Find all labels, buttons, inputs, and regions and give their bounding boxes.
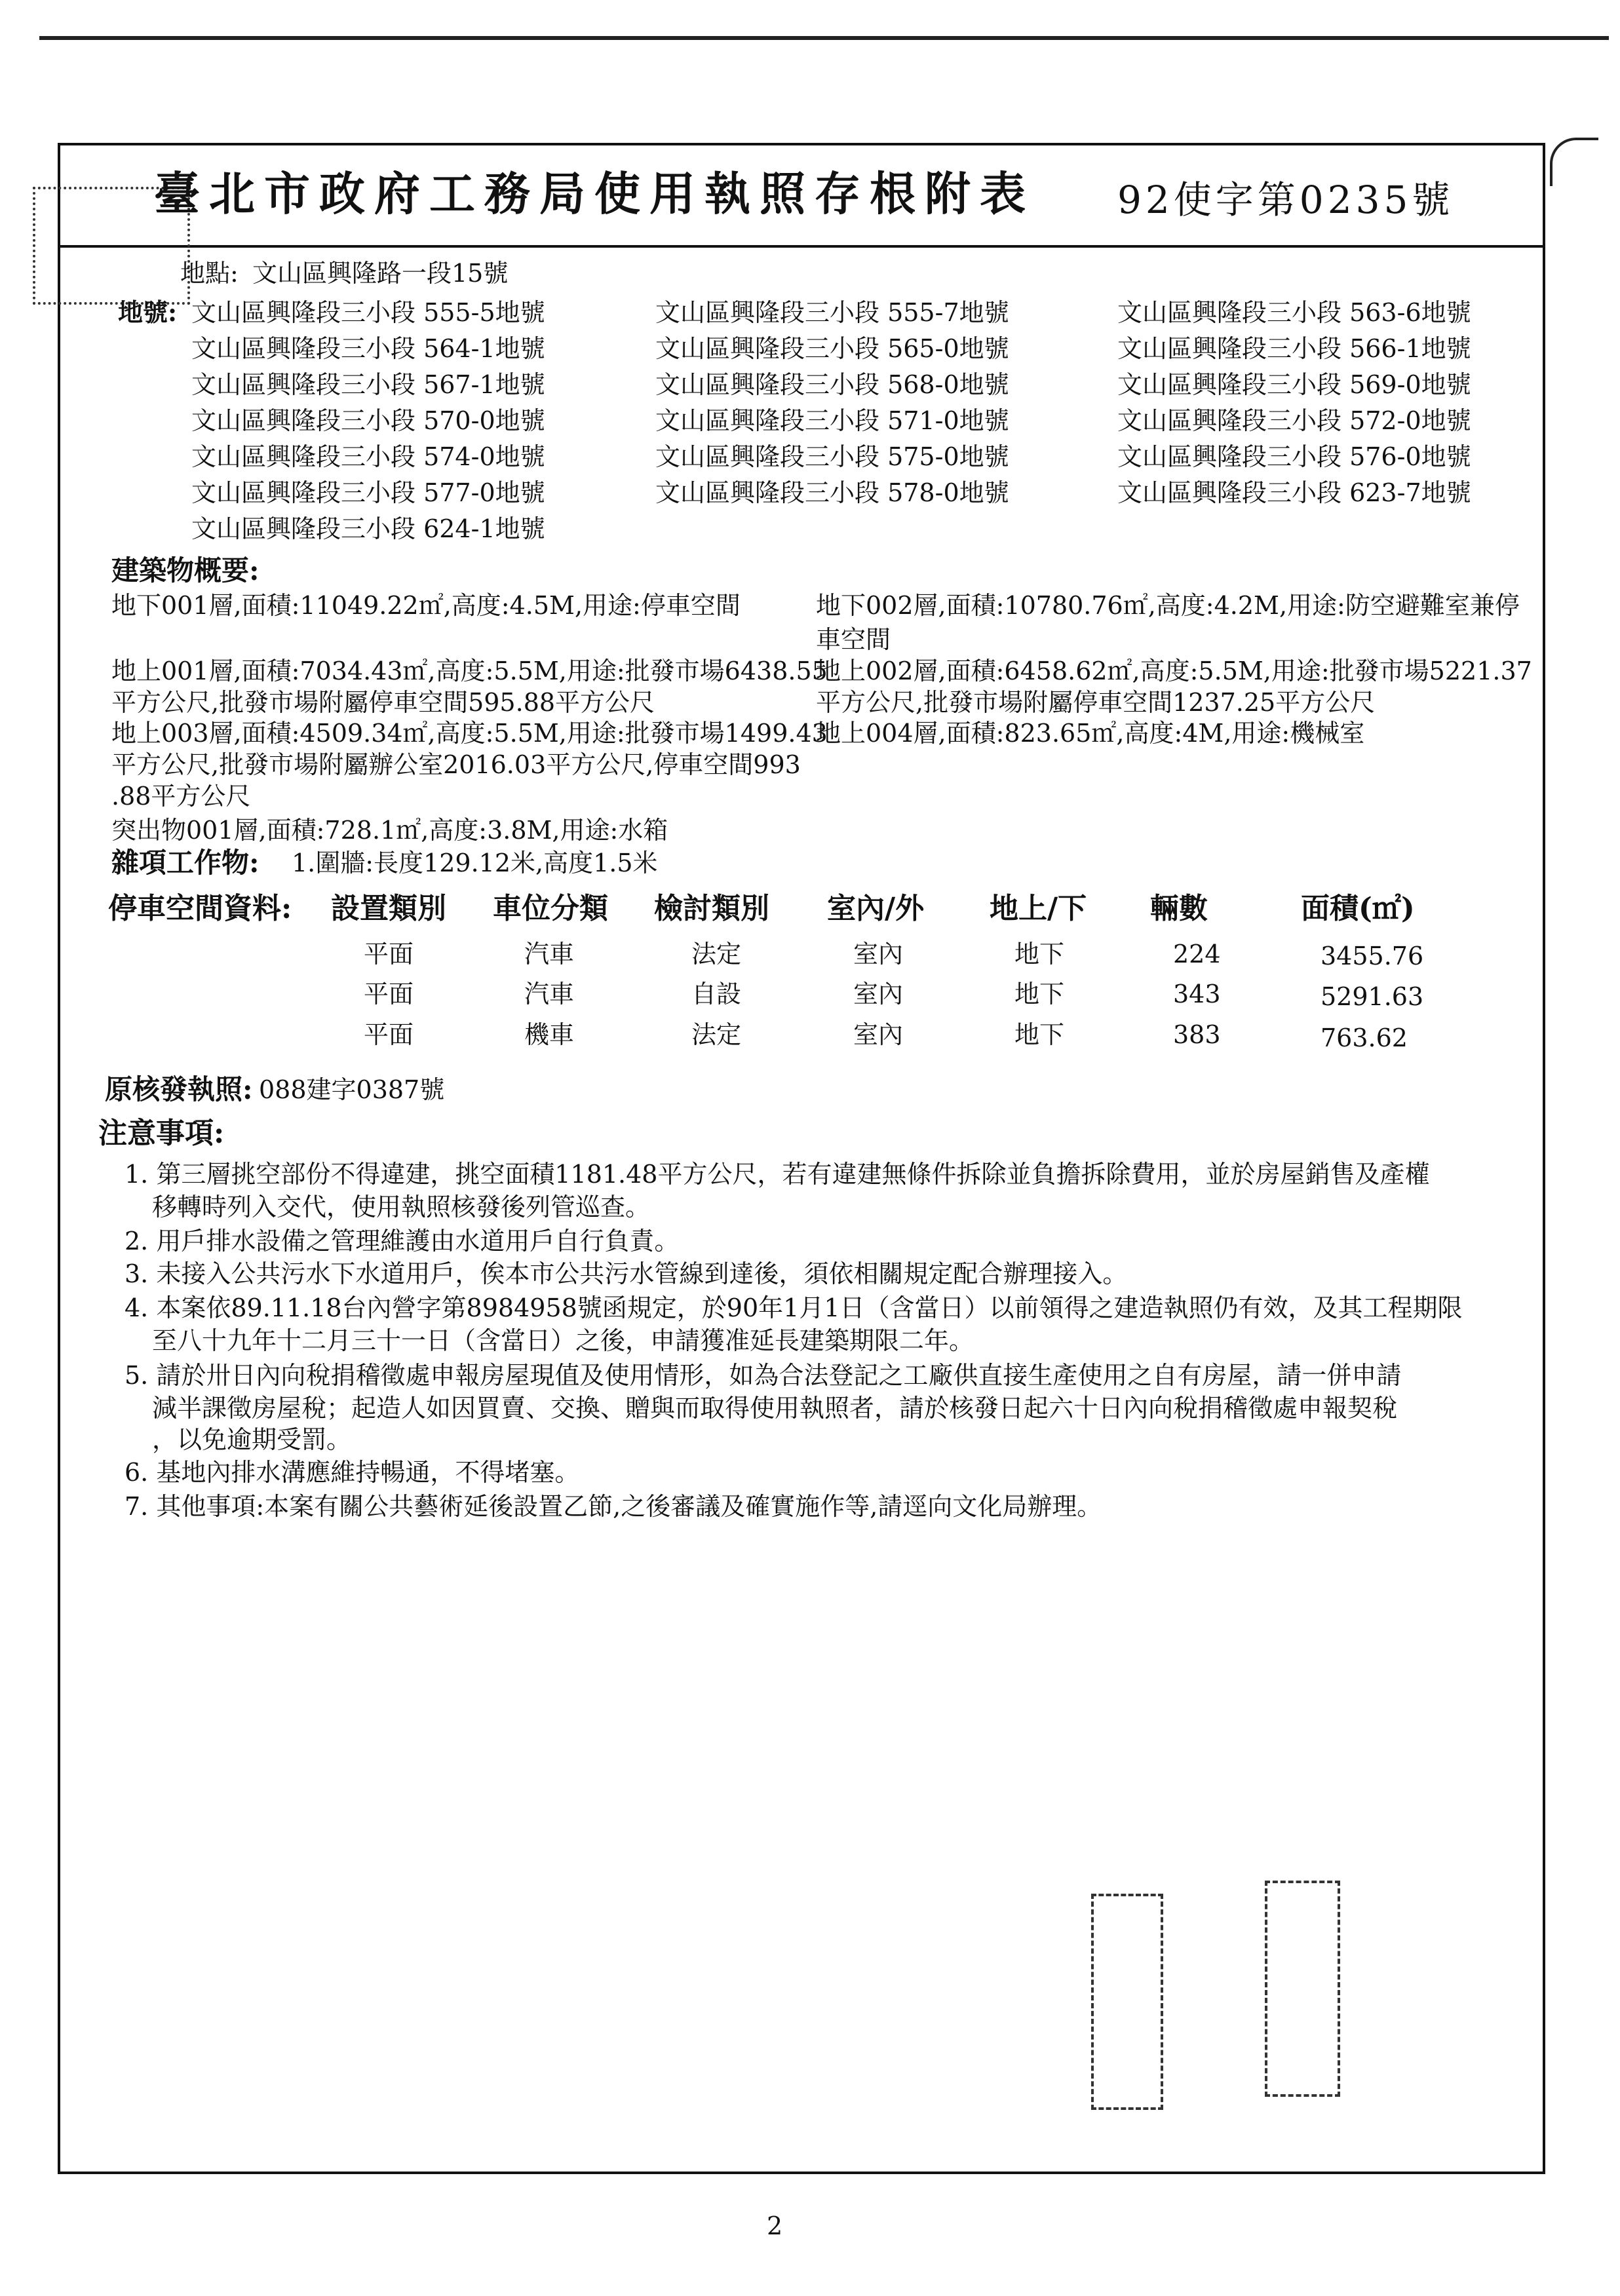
location-label: 地點: (180, 259, 239, 288)
seal-stamp-bottom-1 (1091, 1894, 1163, 2110)
parking-cell: 汽車 (524, 940, 575, 968)
page-number: 2 (767, 2211, 783, 2240)
building-label: 建築物概要: (111, 554, 260, 586)
building-f3-line2: 平方公尺,批發市場附屬辦公室2016.03平方公尺,停車空間993 (111, 750, 801, 779)
lot-item: 文山區興隆段三小段 575-0地號 (655, 442, 1009, 471)
lot-item: 文山區興隆段三小段 555-5地號 (191, 298, 545, 327)
lot-item: 文山區興隆段三小段 577-0地號 (191, 478, 545, 507)
parking-cell: 地下 (1014, 980, 1065, 1008)
lot-item: 文山區興隆段三小段 571-0地號 (655, 406, 1009, 435)
parking-cell: 地下 (1014, 940, 1065, 968)
parking-cell: 法定 (691, 1020, 742, 1049)
building-f3-line1: 地上003層,面積:4509.34㎡,高度:5.5M,用途:批發市場1499.43 (111, 719, 828, 748)
note-line: ，以免逾期受罰。 (152, 1425, 352, 1454)
parking-cell: 平面 (364, 1020, 414, 1049)
parking-cell: 自設 (691, 980, 742, 1008)
building-f4: 地上004層,面積:823.65㎡,高度:4M,用途:機械室 (816, 719, 1365, 748)
notes-label: 注意事項: (98, 1117, 225, 1150)
lot-item: 文山區興隆段三小段 623-7地號 (1117, 478, 1471, 507)
lot-item: 文山區興隆段三小段 566-1地號 (1117, 334, 1471, 363)
lot-item: 文山區興隆段三小段 555-7地號 (655, 298, 1009, 327)
lot-item: 文山區興隆段三小段 568-0地號 (655, 370, 1009, 399)
top-rule (39, 36, 1609, 40)
building-roof: 突出物001層,面積:728.1㎡,高度:3.8M,用途:水箱 (111, 816, 668, 845)
note-line: 3. 未接入公共污水下水道用戶，俟本市公共污水管線到達後，須依相關規定配合辦理接入。 (125, 1259, 1128, 1288)
building-f3-line3: .88平方公尺 (111, 782, 251, 811)
building-f2-line2: 平方公尺,批發市場附屬停車空間1237.25平方公尺 (816, 688, 1376, 717)
misc-value: 1.圍牆:長度129.12米,高度1.5米 (292, 849, 658, 877)
seal-stamp-bottom-2 (1265, 1881, 1340, 2097)
parking-label: 停車空間資料: (108, 892, 292, 925)
lot-item: 文山區興隆段三小段 572-0地號 (1117, 406, 1471, 435)
note-line: 5. 請於卅日內向稅捐稽徵處申報房屋現值及使用情形，如為合法登記之工廠供直接生產使用之自有房屋，請一併申請 (125, 1361, 1402, 1390)
lot-item: 文山區興隆段三小段 570-0地號 (191, 406, 545, 435)
parking-cell: 平面 (364, 940, 414, 968)
parking-cell: 室內 (853, 980, 904, 1008)
building-b1: 地下001層,面積:11049.22㎡,高度:4.5M,用途:停車空間 (111, 591, 741, 620)
building-f1-line2: 平方公尺,批發市場附屬停車空間595.88平方公尺 (111, 688, 655, 717)
lot-item: 文山區興隆段三小段 564-1地號 (191, 334, 545, 363)
parking-cell: 383 (1173, 1020, 1221, 1049)
parking-cell: 3455.76 (1321, 942, 1424, 970)
building-b2-line1: 地下002層,面積:10780.76㎡,高度:4.2M,用途:防空避難室兼停 (816, 591, 1520, 620)
parking-cell: 法定 (691, 940, 742, 968)
parking-cell: 室內 (853, 1020, 904, 1049)
lot-item: 文山區興隆段三小段 574-0地號 (191, 442, 545, 471)
parking-header: 檢討類別 (654, 892, 769, 925)
lot-item: 文山區興隆段三小段 567-1地號 (191, 370, 545, 399)
permit-number: 92使字第0235號 (1117, 178, 1454, 222)
parking-cell: 機車 (524, 1020, 575, 1049)
note-line: 至八十九年十二月三十一日（含當日）之後，申請獲准延長建築期限二年。 (152, 1326, 974, 1355)
lot-item: 文山區興隆段三小段 624-1地號 (191, 514, 545, 543)
lot-item: 文山區興隆段三小段 578-0地號 (655, 478, 1009, 507)
lot-item: 文山區興隆段三小段 569-0地號 (1117, 370, 1471, 399)
building-b2-line2: 車空間 (816, 625, 891, 654)
location-value: 文山區興隆路一段15號 (252, 259, 509, 288)
original-license-label: 原核發執照: (105, 1073, 253, 1105)
lot-item: 文山區興隆段三小段 565-0地號 (655, 334, 1009, 363)
note-line: 7. 其他事項:本案有關公共藝術延後設置乙節,之後審議及確實施作等,請逕向文化局辦理。 (125, 1492, 1102, 1521)
note-line: 4. 本案依89.11.18台內營字第8984958號函規定，於90年1月1日（含當日）以前領得之建造執照仍有效，及其工程期限 (125, 1293, 1463, 1322)
parking-cell: 汽車 (524, 980, 575, 1008)
parking-cell: 地下 (1014, 1020, 1065, 1049)
lot-item: 文山區興隆段三小段 576-0地號 (1117, 442, 1471, 471)
lot-item: 文山區興隆段三小段 563-6地號 (1117, 298, 1471, 327)
parking-header: 車位分類 (493, 892, 608, 925)
misc-label: 雜項工作物: (111, 847, 260, 879)
parking-header: 地上/下 (990, 892, 1087, 925)
note-line: 移轉時列入交代，使用執照核發後列管巡查。 (152, 1193, 651, 1221)
parking-cell: 平面 (364, 980, 414, 1008)
parking-header: 設置類別 (331, 892, 446, 925)
building-f2-line1: 地上002層,面積:6458.62㎡,高度:5.5M,用途:批發市場5221.37 (816, 657, 1532, 685)
parking-cell: 室內 (853, 940, 904, 968)
parking-cell: 763.62 (1321, 1024, 1408, 1052)
original-license-value: 088建字0387號 (259, 1075, 445, 1104)
parking-header: 輛數 (1150, 892, 1208, 925)
corner-mark (1550, 138, 1598, 186)
note-line: 6. 基地內排水溝應維持暢通，不得堵塞。 (125, 1458, 580, 1487)
note-line: 2. 用戶排水設備之管理維護由水道用戶自行負責。 (125, 1227, 680, 1255)
document-title: 臺北市政府工務局使用執照存根附表 (154, 166, 1035, 221)
parking-cell: 343 (1173, 980, 1221, 1008)
building-f1-line1: 地上001層,面積:7034.43㎡,高度:5.5M,用途:批發市場6438.55 (111, 657, 828, 685)
parking-cell: 224 (1173, 940, 1221, 968)
parking-cell: 5291.63 (1321, 982, 1424, 1011)
lots-label: 地號: (118, 297, 178, 327)
parking-header: 面積(㎡) (1301, 892, 1415, 925)
note-line: 1. 第三層挑空部份不得違建，挑空面積1181.48平方公尺，若有違建無條件拆除並負擔拆除費用，並於房屋銷售及產權 (125, 1160, 1430, 1189)
note-line: 減半課徵房屋稅；起造人如因買賣、交換、贈與而取得使用執照者，請於核發日起六十日內向稅捐稽徵處申報契稅 (152, 1394, 1398, 1423)
parking-header: 室內/外 (827, 892, 925, 925)
